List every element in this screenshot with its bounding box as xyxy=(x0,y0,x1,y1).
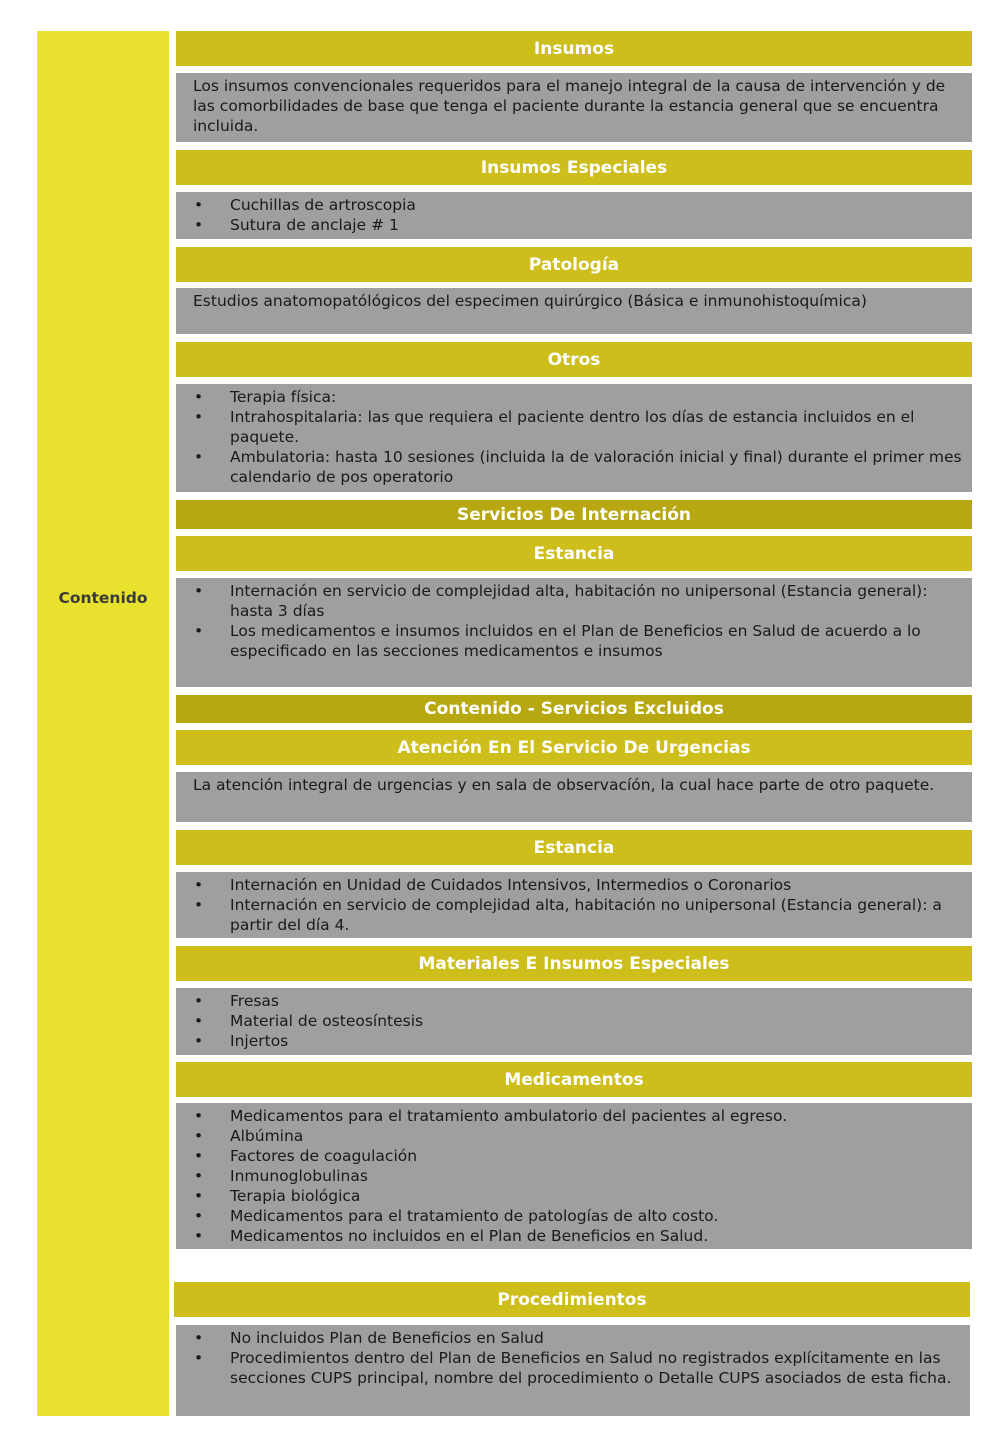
list-item: • Los medicamentos e insumos incluidos en el Plan de Beneficios en Salud de acuerdo a lo especificado en las secciones medicamentos e insumos xyxy=(193,621,962,661)
patologia-header: Patología xyxy=(176,247,972,282)
list-item: • No incluidos Plan de Beneficios en Salud xyxy=(193,1328,960,1348)
patologia-text: Estudios anatomopatólógicos del especimen quirúrgico (Básica e inmunohistoquímica) xyxy=(193,292,867,310)
list-item: • Albúmina xyxy=(193,1126,962,1146)
otros-header: Otros xyxy=(176,342,972,377)
materiales-list xyxy=(193,991,962,1051)
patologia-body xyxy=(176,288,972,334)
list-item: • Internación en servicio de complejidad alta, habitación no unipersonal (Estancia general): hasta 3 días xyxy=(193,581,962,621)
urgencias-text: La atención integral de urgencias y en sala de observacíón, la cual hace parte de otro paquete. xyxy=(193,776,935,794)
list-item: • Inmunoglobulinas xyxy=(193,1166,962,1186)
list-item: • Injertos xyxy=(193,1031,962,1051)
otros-list xyxy=(193,387,962,487)
procedimientos-list xyxy=(193,1328,960,1388)
list-item: • Cuchillas de artroscopia xyxy=(193,195,962,215)
servicios-internacion-header: Servicios De Internación xyxy=(176,500,972,529)
list-item: • Medicamentos para el tratamiento de patologías de alto costo. xyxy=(193,1206,962,1226)
list-item: • Procedimientos dentro del Plan de Beneficios en Salud no registrados explícitamente en las secciones CUPS principal, nombre del procedimiento o Detalle CUPS asociados de esta ficha. xyxy=(193,1348,960,1388)
left-column-label: Contenido xyxy=(58,589,148,607)
servicios-excluidos-header: Contenido - Servicios Excluidos xyxy=(176,695,972,723)
insumos-text: Los insumos convencionales requeridos para el manejo integral de la causa de intervención y de las comorbilidades de base que tenga el paciente durante la estancia general que se encuentra incluida. xyxy=(193,77,946,135)
medicamentos-body xyxy=(176,1103,972,1249)
list-item: • Material de osteosíntesis xyxy=(193,1011,962,1031)
insumos-especiales-body xyxy=(176,192,972,239)
list-item: • Medicamentos para el tratamiento ambulatorio del pacientes al egreso. xyxy=(193,1106,962,1126)
procedimientos-body xyxy=(176,1325,970,1416)
materiales-body xyxy=(176,988,972,1055)
estancia-excluida-list xyxy=(193,875,962,935)
list-item: • Fresas xyxy=(193,991,962,1011)
urgencias-body xyxy=(176,772,972,822)
estancia-excluida-body xyxy=(176,872,972,938)
list-item: • Factores de coagulación xyxy=(193,1146,962,1166)
list-item: • Intrahospitalaria: las que requiera el paciente dentro los días de estancia incluidos en el paquete. xyxy=(193,407,962,447)
insumos-body xyxy=(176,73,972,142)
list-item: • Terapia biológica xyxy=(193,1186,962,1206)
estancia-incluida-list xyxy=(193,581,962,661)
insumos-especiales-header: Insumos Especiales xyxy=(176,150,972,185)
estancia-incluida-header: Estancia xyxy=(176,536,972,571)
otros-body xyxy=(176,384,972,492)
estancia-incluida-body xyxy=(176,578,972,687)
list-item: • Sutura de anclaje # 1 xyxy=(193,215,962,235)
left-column xyxy=(37,31,169,1416)
medicamentos-list xyxy=(193,1106,962,1246)
list-item: • Internación en servicio de complejidad alta, habitación no unipersonal (Estancia general): a partir del día 4. xyxy=(193,895,962,935)
list-item: • Medicamentos no incluidos en el Plan de Beneficios en Salud. xyxy=(193,1226,962,1246)
insumos-especiales-list xyxy=(193,195,962,235)
list-item: • Ambulatoria: hasta 10 sesiones (incluida la de valoración inicial y final) durante el primer mes calendario de pos operatorio xyxy=(193,447,962,487)
list-item: • Internación en Unidad de Cuidados Intensivos, Intermedios o Coronarios xyxy=(193,875,962,895)
materiales-header: Materiales E Insumos Especiales xyxy=(176,946,972,981)
insumos-header: Insumos xyxy=(176,31,972,66)
medicamentos-header: Medicamentos xyxy=(176,1062,972,1097)
procedimientos-header: Procedimientos xyxy=(174,1282,970,1317)
list-item: • Terapia física: xyxy=(193,387,962,407)
urgencias-header: Atención En El Servicio De Urgencias xyxy=(176,730,972,765)
estancia-excluida-header: Estancia xyxy=(176,830,972,865)
